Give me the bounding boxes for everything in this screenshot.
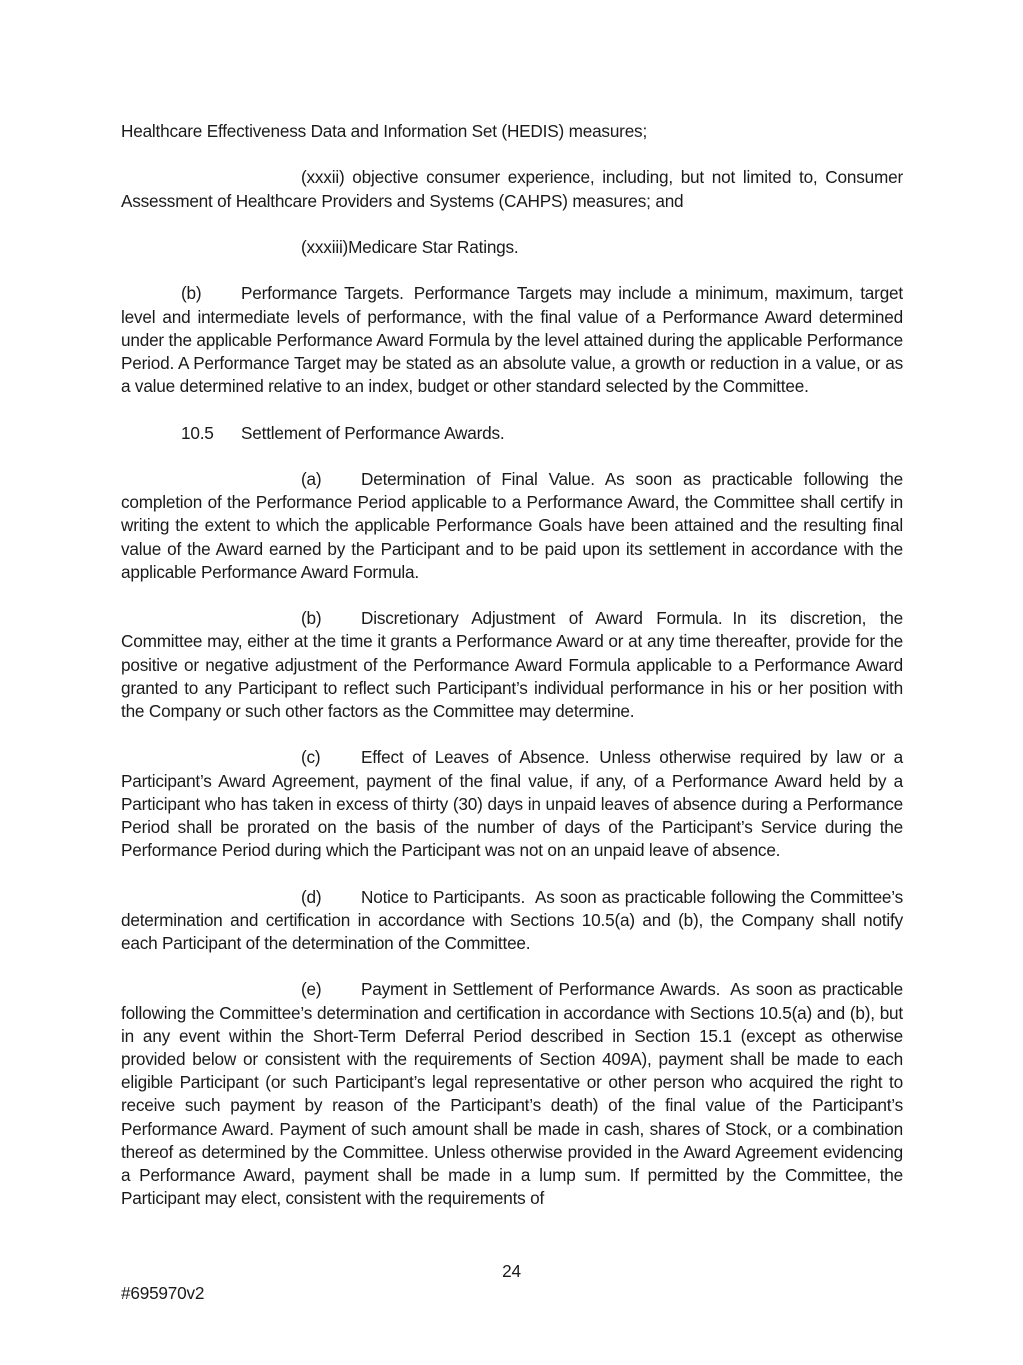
performance-targets-label: (b): [181, 283, 202, 304]
item-xxxii: [121, 166, 903, 212]
item-xxxii-text: objective consumer experience, including, but not limited to, Consumer Assessment of Healthcare Providers and Systems (CAHPS) measures; and: [121, 167, 903, 211]
paragraph-d-heading: Notice to Participants.: [361, 886, 526, 907]
paragraph-b-heading: Discretionary Adjustment of Award Formula.: [361, 608, 723, 629]
paragraph-a: [121, 468, 903, 584]
paragraph-c-heading: Effect of Leaves of Absence.: [361, 747, 590, 768]
item-xxxii-label: (xxxii): [301, 167, 345, 188]
item-xxxiii: [121, 236, 903, 259]
item-xxxiii-text: Medicare Star Ratings.: [348, 236, 519, 257]
paragraph-b-text: In its discretion, the Committee may, either at the time it grants a Performance Award or at any time thereafter, provide for the positive or negative adjustment of the Performance Award Formula applicable to a Performance Award granted to any Participant to reflect such Participant’s individual performance in his or her position with the Company or such other factors as the Committee may determine.: [121, 608, 903, 721]
paragraph-a-label: (a): [301, 468, 322, 489]
paragraph-e-text: As soon as practicable following the Committee’s determination and certification in accordance with Sections 10.5(a) and (b), but in any event within the Short-Term Deferral Period described in Section 15.1 (except as otherwise provided below or consistent with the requirements of Section 409A), payment shall be made to each eligible Participant (or such Participant’s legal representative or other person who acquired the right to receive such payment by reason of the Participant’s death) of the final value of the Participant’s Performance Award. Payment of such amount shall be made in cash, shares of Stock, or a combination thereof as determined by the Committee. Unless otherwise provided in the Award Agreement evidencing a Performance Award, payment shall be made in a lump sum. If permitted by the Committee, the Participant may elect, consistent with the requirements of: [121, 979, 903, 1209]
page-number: 24: [502, 1261, 521, 1281]
paragraph-a-heading: Determination of Final Value.: [361, 468, 595, 489]
paragraph-b: [121, 607, 903, 723]
paragraph-e: [121, 978, 903, 1210]
performance-targets-text: Performance Targets may include a minimum, maximum, target level and intermediate levels of performance, with the final value of a Performance Award determined under the applicable Performance Award Formula by the level attained during the applicable Performance Period. A Performance Target may be stated as an absolute value, a growth or reduction in a value, or as a value determined relative to an index, budget or other standard selected by the Committee.: [121, 283, 903, 397]
paragraph-e-heading: Payment in Settlement of Performance Awards.: [361, 979, 721, 1000]
paragraph-e-label: (e): [301, 979, 322, 1000]
section-number: 10.5: [181, 422, 214, 443]
paragraph-c-label: (c): [301, 747, 321, 768]
performance-targets-paragraph: [121, 282, 903, 398]
document-id: #695970v2: [121, 1283, 205, 1303]
hedis-continuation: Healthcare Effectiveness Data and Information Set (HEDIS) measures;: [121, 121, 648, 141]
paragraph-a-text: As soon as practicable following the completion of the Performance Period applicable to a Performance Award, the Committee shall certify in writing the extent to which the applicable Performance Goals have been attained and the resulting final value of the Award earned by the Participant and to be paid upon its settlement in accordance with the applicable Performance Award Formula.: [121, 468, 903, 582]
paragraph-d-text: As soon as practicable following the Committee’s determination and certification in accordance with Sections 10.5(a) and (b), the Company shall notify each Participant of the determination of the Committee.: [121, 886, 903, 953]
paragraph-c-text: Unless otherwise required by law or a Participant’s Award Agreement, payment of the final value, if any, of a Performance Award held by a Participant who has taken in excess of thirty (30) days in unpaid leaves of absence during a Performance Period shall be prorated on the basis of the number of days of the Participant’s Service during the Performance Period during which the Participant was not on an unpaid leave of absence.: [121, 747, 903, 861]
performance-targets-heading: Performance Targets.: [241, 283, 404, 304]
item-xxxiii-label: (xxxiii): [301, 236, 349, 257]
paragraph-b-label: (b): [301, 608, 322, 629]
paragraph-c: [121, 746, 903, 862]
page-body: [121, 120, 903, 1234]
section-10-5-heading: [121, 422, 903, 445]
section-title: Settlement of Performance Awards.: [241, 422, 505, 443]
paragraph-d: [121, 886, 903, 956]
paragraph-d-label: (d): [301, 886, 322, 907]
